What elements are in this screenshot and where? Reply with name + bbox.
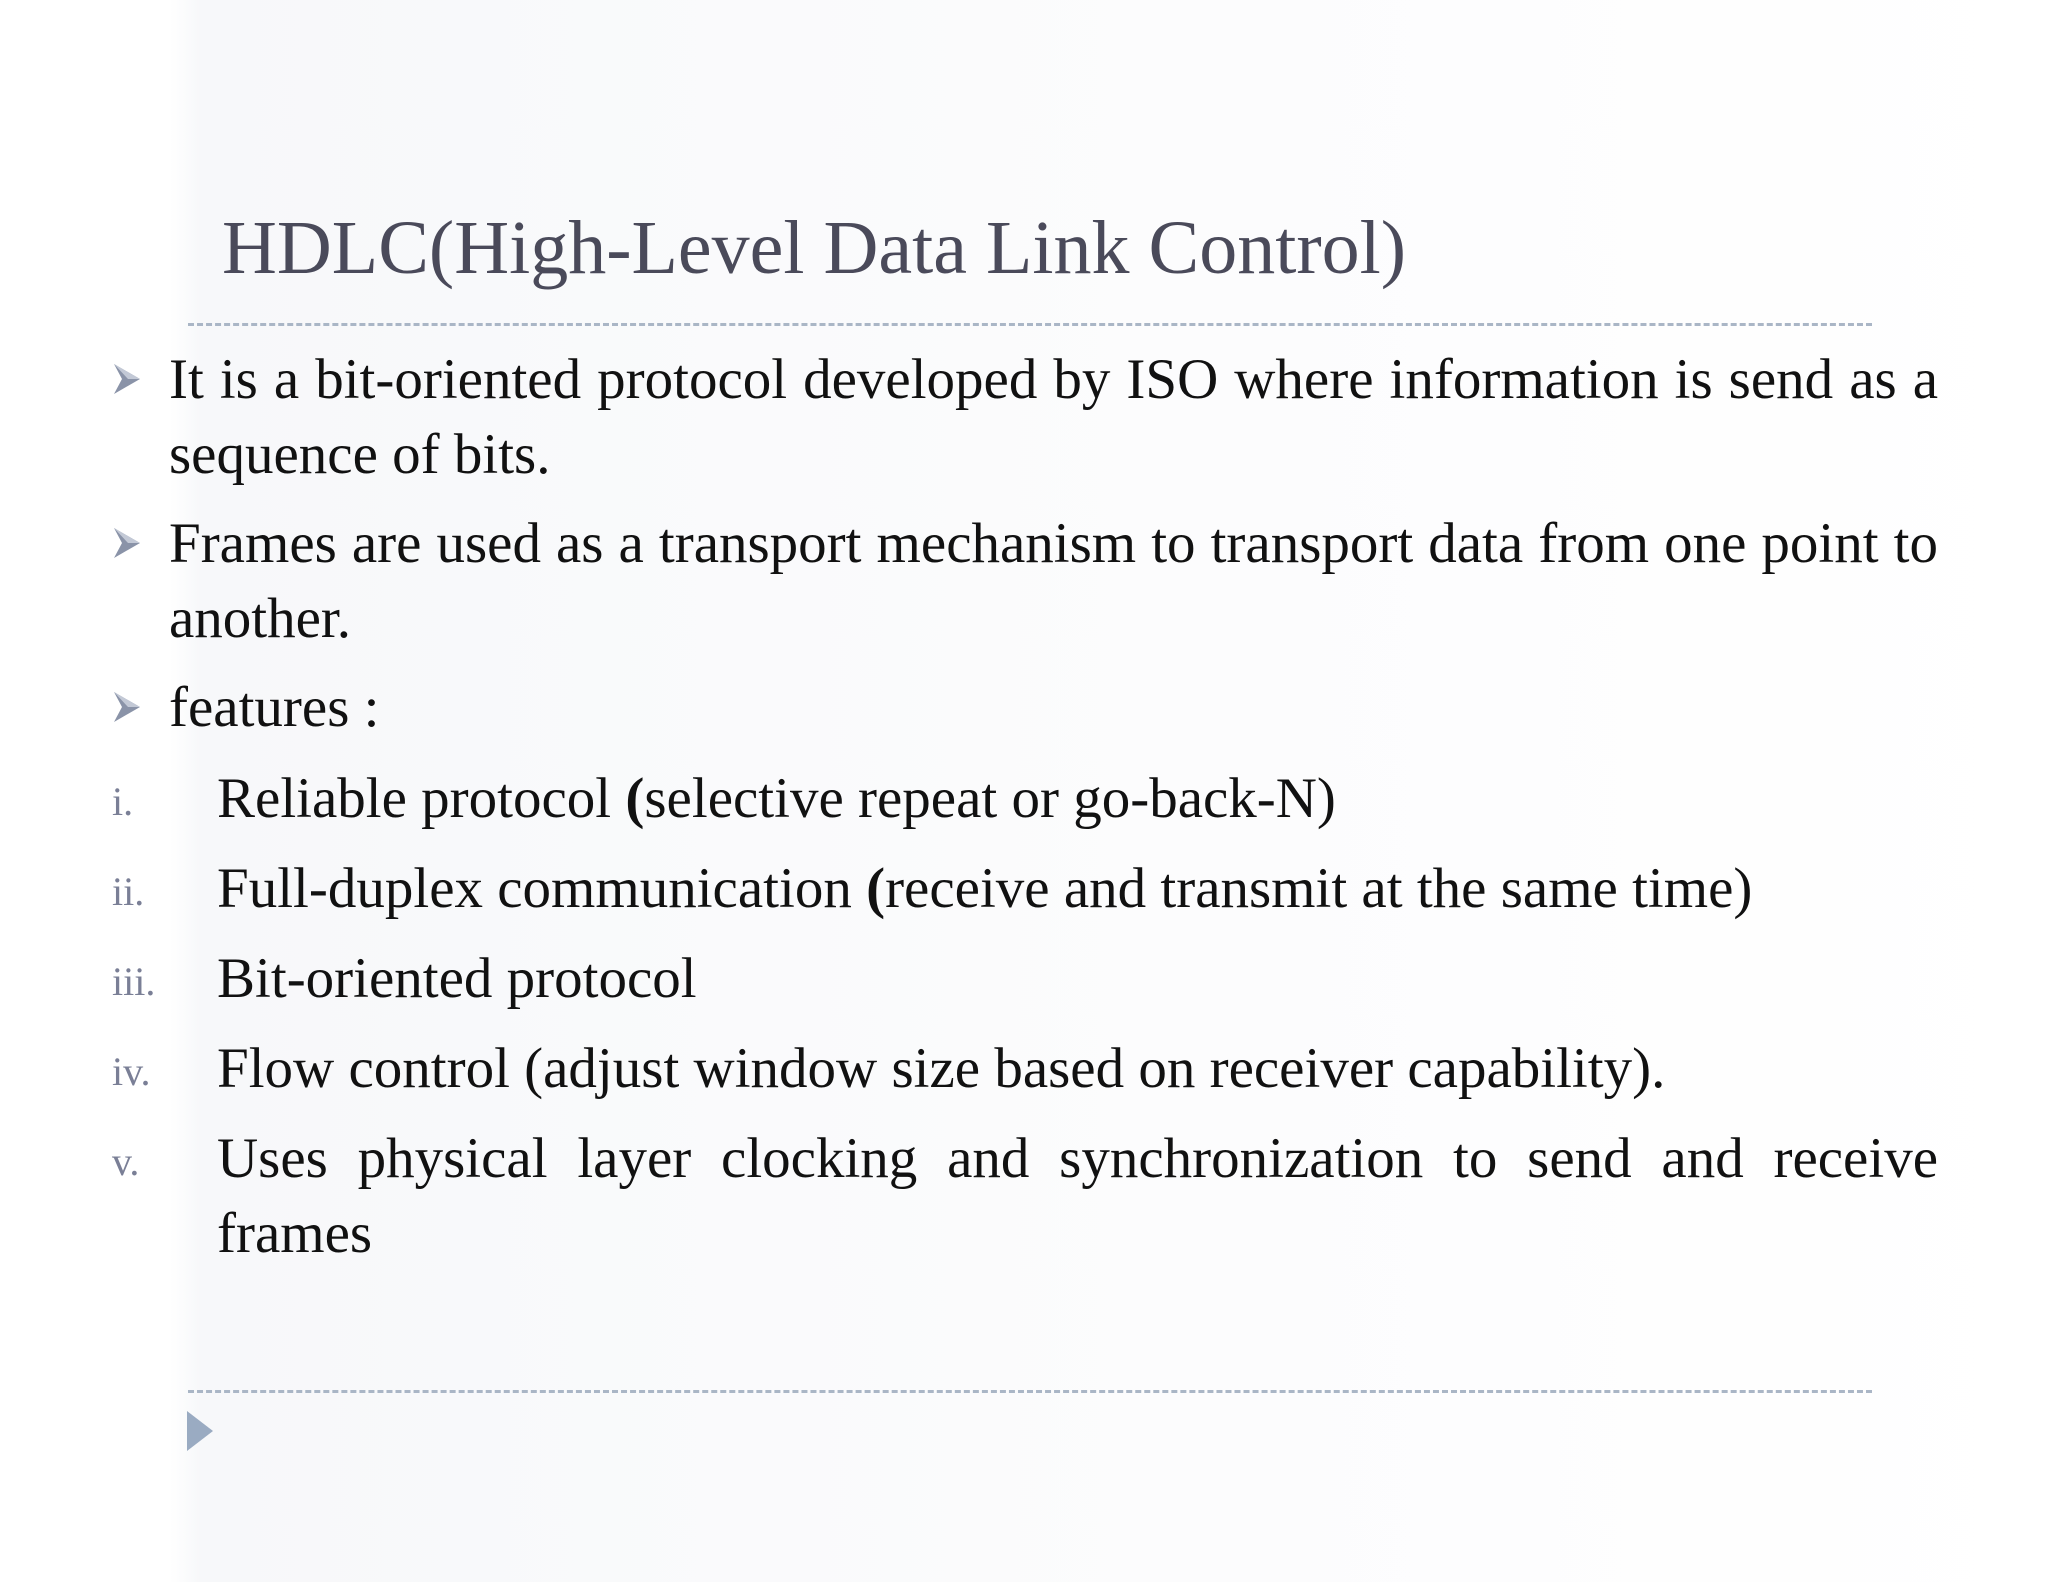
feature-text: Full-duplex communication bbox=[217, 857, 867, 920]
bullet-item bbox=[112, 506, 1938, 656]
feature-item bbox=[112, 851, 1938, 926]
feature-item bbox=[112, 761, 1938, 836]
feature-text: Uses physical layer clocking and synchronization to send and receive frames bbox=[217, 1127, 1938, 1265]
play-triangle-icon bbox=[187, 1411, 213, 1451]
feature-item bbox=[112, 941, 1938, 1016]
feature-text-rest: selective repeat or go-back-N) bbox=[644, 767, 1336, 830]
feature-text: Reliable protocol bbox=[217, 767, 626, 830]
feature-text: Bit-oriented protocol bbox=[217, 947, 697, 1010]
footer-divider bbox=[188, 1390, 1872, 1393]
roman-numeral: ii. bbox=[112, 869, 145, 914]
feature-text-rest: receive and transmit at the same time) bbox=[885, 857, 1753, 920]
bullet-text: features : bbox=[169, 676, 380, 739]
features-list bbox=[112, 761, 1938, 1286]
feature-item bbox=[112, 1031, 1938, 1106]
arrowhead-bullet-icon bbox=[112, 362, 142, 396]
bullet-item bbox=[112, 342, 1938, 492]
title-divider bbox=[188, 323, 1872, 326]
bullet-text: It is a bit-oriented protocol developed by ISO where information is send as a sequence of bits. bbox=[169, 348, 1938, 486]
feature-paren: ( bbox=[625, 767, 645, 830]
roman-numeral: v. bbox=[112, 1139, 140, 1184]
feature-paren: ( bbox=[866, 857, 886, 920]
roman-numeral: iv. bbox=[112, 1049, 151, 1094]
bullet-list bbox=[112, 342, 1938, 759]
slide-title: HDLC(High-Level Data Link Control) bbox=[222, 206, 1407, 290]
feature-item bbox=[112, 1121, 1938, 1271]
roman-numeral: iii. bbox=[112, 959, 156, 1004]
arrowhead-bullet-icon bbox=[112, 526, 142, 560]
bullet-item bbox=[112, 670, 1938, 745]
roman-numeral: i. bbox=[112, 779, 134, 824]
arrowhead-bullet-icon bbox=[112, 690, 142, 724]
feature-text: Flow control (adjust window size based on receiver capability). bbox=[217, 1037, 1666, 1100]
bullet-text: Frames are used as a transport mechanism to transport data from one point to another. bbox=[169, 512, 1938, 650]
